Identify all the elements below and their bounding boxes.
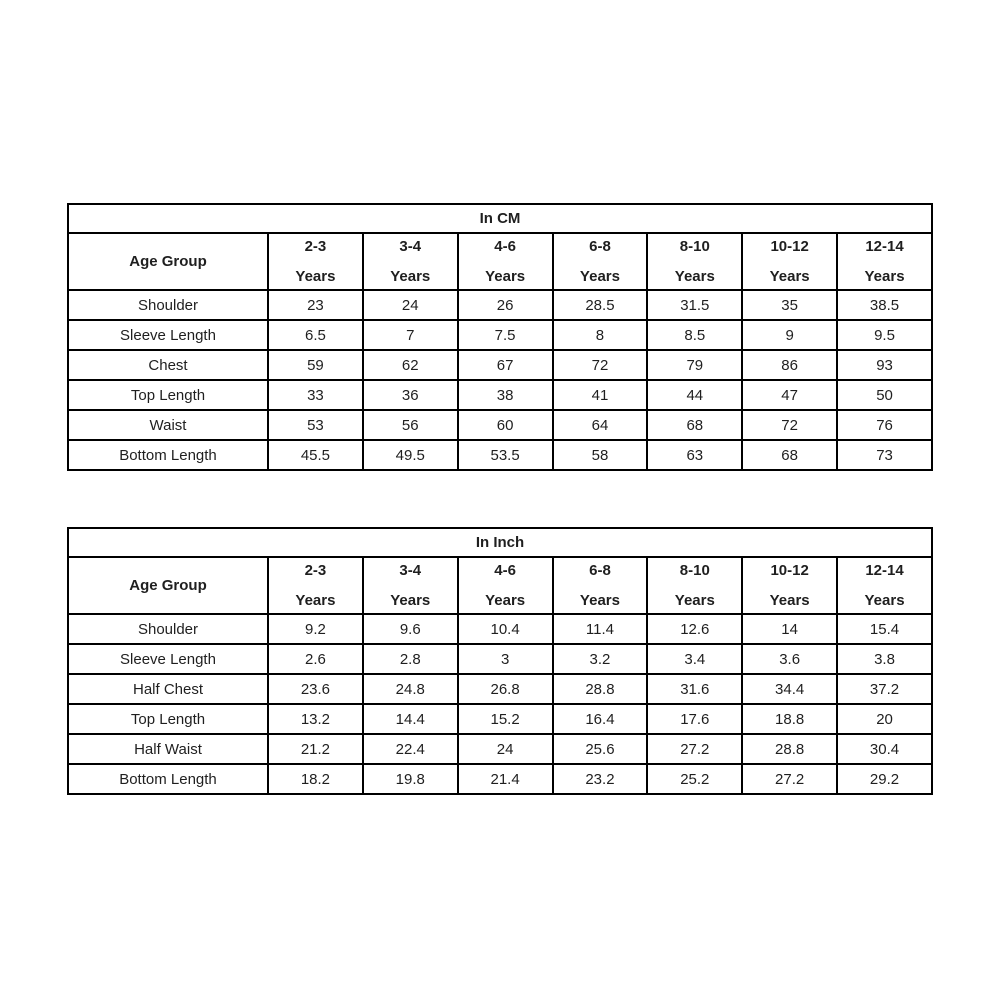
- table-row: [68, 734, 932, 764]
- size-value-cell: 16.4: [553, 704, 648, 734]
- row-label: Waist: [68, 410, 268, 440]
- table-row: [68, 350, 932, 380]
- column-header-text: [554, 558, 647, 613]
- size-value-cell: 25.6: [553, 734, 648, 764]
- column-header: [363, 233, 458, 290]
- size-value-cell: 7: [363, 320, 458, 350]
- size-value-cell: 3.6: [742, 644, 837, 674]
- age-range-label: 12-14: [865, 238, 904, 255]
- size-value-cell: 58: [553, 440, 648, 470]
- size-value-cell: 2.8: [363, 644, 458, 674]
- column-header-text: [554, 234, 647, 289]
- size-value-cell: 12.6: [647, 614, 742, 644]
- size-value-cell: 34.4: [742, 674, 837, 704]
- size-value-cell: 3.2: [553, 644, 648, 674]
- size-value-cell: 11.4: [553, 614, 648, 644]
- table-row: [68, 704, 932, 734]
- size-value-cell: 45.5: [268, 440, 363, 470]
- size-value-cell: 15.4: [837, 614, 932, 644]
- size-value-cell: 53: [268, 410, 363, 440]
- age-range-label: 8-10: [679, 238, 710, 255]
- size-value-cell: 37.2: [837, 674, 932, 704]
- column-header: [742, 233, 837, 290]
- size-value-cell: 2.6: [268, 644, 363, 674]
- age-unit-label: Years: [864, 268, 905, 285]
- table-row: [68, 644, 932, 674]
- row-label: Shoulder: [68, 614, 268, 644]
- size-value-cell: 79: [647, 350, 742, 380]
- row-label: Top Length: [68, 704, 268, 734]
- size-value-cell: 8.5: [647, 320, 742, 350]
- age-unit-label: Years: [390, 592, 431, 609]
- age-unit-label: Years: [674, 268, 715, 285]
- size-value-cell: 17.6: [647, 704, 742, 734]
- age-unit-label: Years: [769, 592, 810, 609]
- column-header: [458, 233, 553, 290]
- size-value-cell: 36: [363, 380, 458, 410]
- cm-size-table: [67, 203, 933, 471]
- size-value-cell: 15.2: [458, 704, 553, 734]
- size-value-cell: 33: [268, 380, 363, 410]
- size-value-cell: 21.2: [268, 734, 363, 764]
- table-row: [68, 410, 932, 440]
- size-value-cell: 68: [647, 410, 742, 440]
- table-header-row: [68, 233, 932, 290]
- age-range-label: 4-6: [494, 238, 516, 255]
- size-value-cell: 62: [363, 350, 458, 380]
- column-header-text: [269, 234, 362, 289]
- size-value-cell: 47: [742, 380, 837, 410]
- size-value-cell: 21.4: [458, 764, 553, 794]
- column-header-text: [743, 234, 836, 289]
- table-title: In Inch: [68, 528, 932, 557]
- column-header-text: [838, 558, 931, 613]
- size-value-cell: 9: [742, 320, 837, 350]
- age-group-header: Age Group: [68, 233, 268, 290]
- column-header: [837, 557, 932, 614]
- age-unit-label: Years: [485, 268, 526, 285]
- size-value-cell: 13.2: [268, 704, 363, 734]
- size-value-cell: 28.8: [742, 734, 837, 764]
- size-value-cell: 24: [458, 734, 553, 764]
- size-value-cell: 31.6: [647, 674, 742, 704]
- age-unit-label: Years: [864, 592, 905, 609]
- size-value-cell: 44: [647, 380, 742, 410]
- size-value-cell: 72: [553, 350, 648, 380]
- size-value-cell: 23: [268, 290, 363, 320]
- size-value-cell: 18.8: [742, 704, 837, 734]
- age-range-label: 6-8: [589, 562, 611, 579]
- size-value-cell: 9.5: [837, 320, 932, 350]
- column-header-text: [364, 234, 457, 289]
- column-header: [837, 233, 932, 290]
- size-value-cell: 9.6: [363, 614, 458, 644]
- size-value-cell: 53.5: [458, 440, 553, 470]
- size-value-cell: 93: [837, 350, 932, 380]
- size-value-cell: 64: [553, 410, 648, 440]
- age-unit-label: Years: [295, 592, 336, 609]
- size-value-cell: 6.5: [268, 320, 363, 350]
- column-header-text: [364, 558, 457, 613]
- column-header: [363, 557, 458, 614]
- table-title-row: [68, 528, 932, 557]
- size-value-cell: 14: [742, 614, 837, 644]
- column-header: [742, 557, 837, 614]
- size-value-cell: 25.2: [647, 764, 742, 794]
- table-title-row: [68, 204, 932, 233]
- age-range-label: 12-14: [865, 562, 904, 579]
- table-title: In CM: [68, 204, 932, 233]
- table-row: [68, 440, 932, 470]
- size-value-cell: 3: [458, 644, 553, 674]
- age-range-label: 2-3: [304, 562, 327, 579]
- column-header-text: [269, 558, 362, 613]
- age-unit-label: Years: [674, 592, 715, 609]
- row-label: Bottom Length: [68, 764, 268, 794]
- table-row: [68, 614, 932, 644]
- size-value-cell: 19.8: [363, 764, 458, 794]
- size-value-cell: 49.5: [363, 440, 458, 470]
- size-value-cell: 28.5: [553, 290, 648, 320]
- inch-size-table: [67, 527, 933, 795]
- size-value-cell: 50: [837, 380, 932, 410]
- size-value-cell: 14.4: [363, 704, 458, 734]
- age-unit-label: Years: [769, 268, 810, 285]
- size-value-cell: 72: [742, 410, 837, 440]
- age-range-label: 10-12: [770, 238, 809, 255]
- column-header: [553, 557, 648, 614]
- row-label: Sleeve Length: [68, 644, 268, 674]
- column-header-text: [459, 558, 552, 613]
- age-range-label: 6-8: [589, 238, 611, 255]
- age-unit-label: Years: [579, 268, 620, 285]
- row-label: Chest: [68, 350, 268, 380]
- age-unit-label: Years: [579, 592, 620, 609]
- column-header: [268, 557, 363, 614]
- size-value-cell: 24.8: [363, 674, 458, 704]
- age-range-label: 4-6: [494, 562, 516, 579]
- column-header-text: [459, 234, 552, 289]
- age-range-label: 2-3: [304, 238, 327, 255]
- size-value-cell: 23.6: [268, 674, 363, 704]
- size-value-cell: 20: [837, 704, 932, 734]
- row-label: Bottom Length: [68, 440, 268, 470]
- size-value-cell: 38: [458, 380, 553, 410]
- table-row: [68, 290, 932, 320]
- size-value-cell: 41: [553, 380, 648, 410]
- size-value-cell: 26: [458, 290, 553, 320]
- age-range-label: 3-4: [399, 238, 422, 255]
- column-header: [553, 233, 648, 290]
- column-header-text: [743, 558, 836, 613]
- size-value-cell: 24: [363, 290, 458, 320]
- column-header-text: [648, 234, 741, 289]
- size-value-cell: 27.2: [647, 734, 742, 764]
- size-value-cell: 26.8: [458, 674, 553, 704]
- column-header-text: [838, 234, 931, 289]
- age-range-label: 8-10: [679, 562, 710, 579]
- size-value-cell: 31.5: [647, 290, 742, 320]
- size-value-cell: 30.4: [837, 734, 932, 764]
- size-value-cell: 22.4: [363, 734, 458, 764]
- table-header-row: [68, 557, 932, 614]
- row-label: Sleeve Length: [68, 320, 268, 350]
- age-unit-label: Years: [390, 268, 431, 285]
- table-row: [68, 380, 932, 410]
- size-value-cell: 60: [458, 410, 553, 440]
- row-label: Half Chest: [68, 674, 268, 704]
- row-label: Top Length: [68, 380, 268, 410]
- column-header: [647, 557, 742, 614]
- size-value-cell: 28.8: [553, 674, 648, 704]
- size-value-cell: 38.5: [837, 290, 932, 320]
- age-group-header: Age Group: [68, 557, 268, 614]
- size-value-cell: 68: [742, 440, 837, 470]
- size-value-cell: 56: [363, 410, 458, 440]
- size-value-cell: 10.4: [458, 614, 553, 644]
- row-label: Half Waist: [68, 734, 268, 764]
- age-unit-label: Years: [485, 592, 526, 609]
- column-header: [268, 233, 363, 290]
- size-value-cell: 67: [458, 350, 553, 380]
- size-value-cell: 73: [837, 440, 932, 470]
- size-value-cell: 23.2: [553, 764, 648, 794]
- size-value-cell: 7.5: [458, 320, 553, 350]
- size-value-cell: 86: [742, 350, 837, 380]
- column-header-text: [648, 558, 741, 613]
- size-value-cell: 35: [742, 290, 837, 320]
- column-header: [458, 557, 553, 614]
- table-row: [68, 674, 932, 704]
- table-row: [68, 764, 932, 794]
- size-value-cell: 27.2: [742, 764, 837, 794]
- age-range-label: 3-4: [399, 562, 422, 579]
- size-value-cell: 76: [837, 410, 932, 440]
- column-header: [647, 233, 742, 290]
- age-range-label: 10-12: [770, 562, 809, 579]
- size-value-cell: 3.4: [647, 644, 742, 674]
- size-value-cell: 63: [647, 440, 742, 470]
- size-value-cell: 9.2: [268, 614, 363, 644]
- size-value-cell: 29.2: [837, 764, 932, 794]
- table-row: [68, 320, 932, 350]
- age-unit-label: Years: [295, 268, 336, 285]
- size-value-cell: 8: [553, 320, 648, 350]
- size-value-cell: 59: [268, 350, 363, 380]
- size-value-cell: 3.8: [837, 644, 932, 674]
- size-value-cell: 18.2: [268, 764, 363, 794]
- row-label: Shoulder: [68, 290, 268, 320]
